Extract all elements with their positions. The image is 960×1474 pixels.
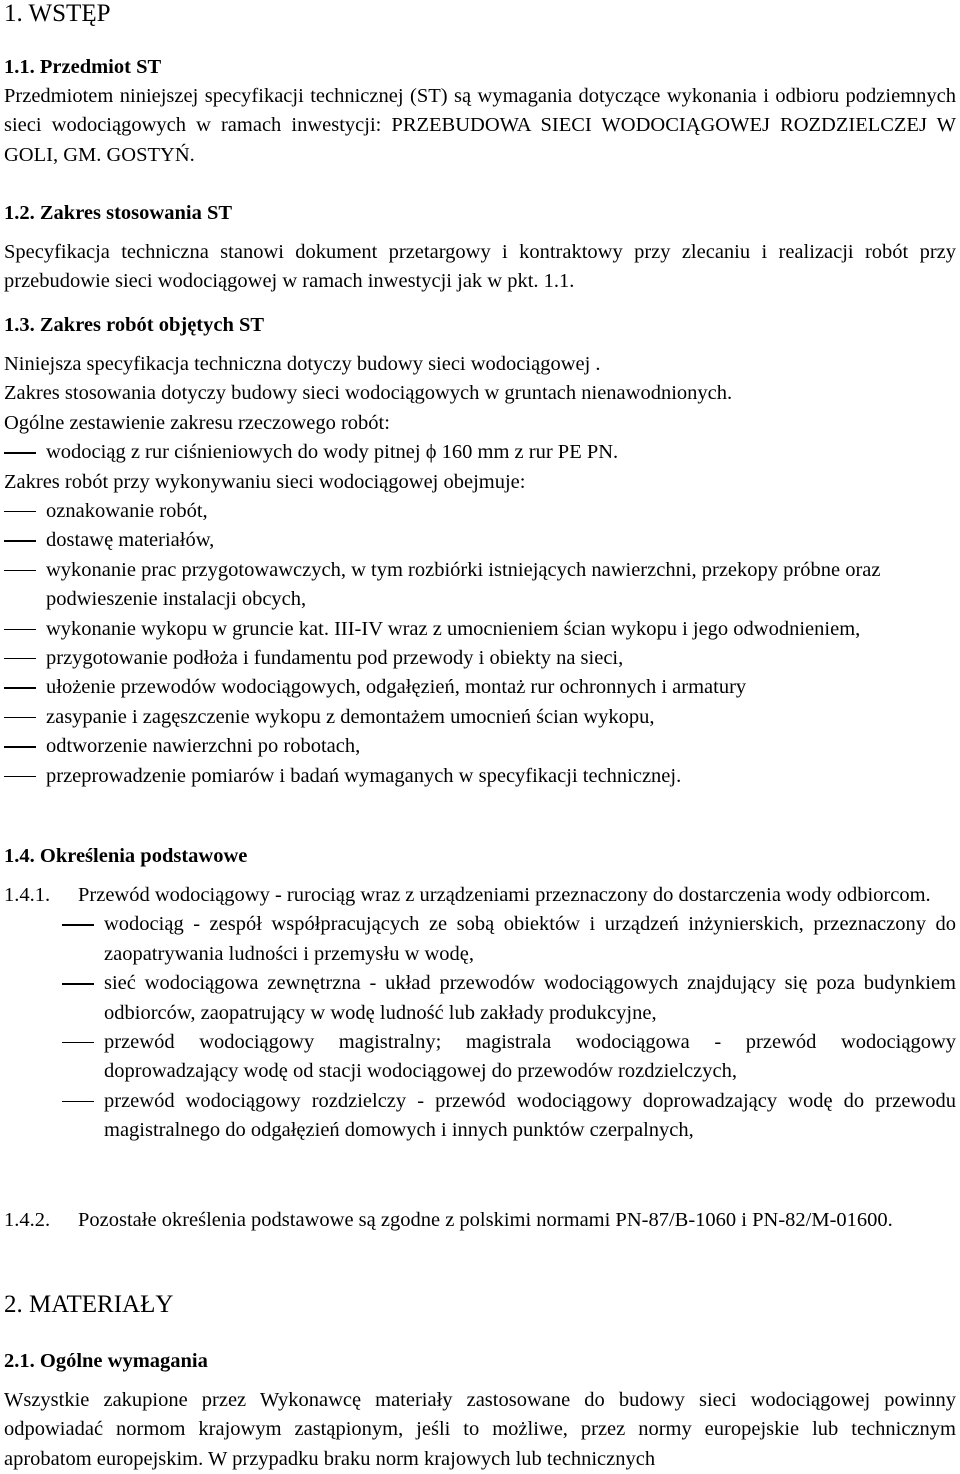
- definition-text: Przewód wodociągowy - rurociąg wraz z urządzeniami przeznaczony do dostarczenia wody odbiorcom.: [78, 884, 931, 906]
- scope-list-1: [4, 438, 956, 467]
- section-1-2-heading: 1.2. Zakres stosowania ST: [4, 202, 233, 224]
- definition-text: Pozostałe określenia podstawowe są zgodne z polskimi normami PN-87/B-1060 i PN-82/M-01600.: [78, 1209, 893, 1231]
- scope-paragraph-1: Niniejsza specyfikacja techniczna dotyczy budowy sieci wodociągowej .: [4, 353, 601, 375]
- list-item: ułożenie przewodów wodociągowych, odgałęzień, montaż rur ochronnych i armatury: [4, 673, 956, 702]
- scope-paragraph-3: Ogólne zestawienie zakresu rzeczowego robót:: [4, 411, 390, 434]
- list-item: sieć wodociągowa zewnętrzna - układ przewodów wodociągowych znajdujący się poza budynkiem odbiorców, zaopatrujący w wodę ludność lub zakłady produkcyjne,: [62, 969, 956, 1028]
- list-item: odtworzenie nawierzchni po robotach,: [4, 732, 956, 761]
- section-1-1-body: Przedmiotem niniejszej specyfikacji technicznej (ST) są wymagania dotyczące wykonania i odbioru podziemnych sieci wodociągowych w ramach inwestycji: PRZEBUDOWA SIECI WODOCIĄGOWEJ ROZDZIELCZEJ W GOLI, GM. GOSTYŃ.: [4, 85, 956, 166]
- section-1-3-heading: 1.3. Zakres robót objętych ST: [4, 314, 265, 336]
- list-item: oznakowanie robót,: [4, 497, 956, 526]
- section-1-1-heading: 1.1. Przedmiot ST: [4, 56, 162, 78]
- section-1-heading: 1. WSTĘP: [4, 0, 111, 27]
- list-item: przygotowanie podłoża i fundamentu pod przewody i obiekty na sieci,: [4, 644, 956, 673]
- list-item: przewód wodociągowy magistralny; magistrala wodociągowa - przewód wodociągowy doprowadzający wodę od stacji wodociągowej do przewodów rozdzielczych,: [62, 1028, 956, 1087]
- section-1-2-body: Specyfikacja techniczna stanowi dokument przetargowy i kontraktowy przy zlecaniu i realizacji robót przy przebudowie sieci wodociągowej w ramach inwestycji jak w pkt. 1.1.: [4, 241, 956, 293]
- list-item: wodociąg z rur ciśnieniowych do wody pitnej ϕ 160 mm z rur PE PN.: [4, 438, 956, 467]
- definition-number: 1.4.1.: [4, 884, 51, 906]
- list-item: wykonanie prac przygotowawczych, w tym rozbiórki istniejących nawierzchni, przekopy próbne oraz podwieszenie instalacji obcych,: [4, 556, 956, 615]
- section-1-4-heading: 1.4. Określenia podstawowe: [4, 845, 248, 867]
- list-item: wykonanie wykopu w gruncie kat. III-IV wraz z umocnieniem ścian wykopu i jego odwodnieniem,: [4, 615, 956, 644]
- section-1-3-content: [4, 350, 956, 791]
- scope-paragraph-4: Zakres robót przy wykonywaniu sieci wodociągowej obejmuje:: [4, 470, 526, 493]
- section-2-1-body: Wszystkie zakupione przez Wykonawcę materiały zastosowane do budowy sieci wodociągowej powinny odpowiadać normom krajowym zastąpionym, jeśli to możliwe, przez normy europejskie lub technicznym aprobatom europejskim. W przypadku braku norm krajowych lub technicznych: [4, 1389, 956, 1470]
- definition-list: [62, 910, 956, 1145]
- list-item: przeprowadzenie pomiarów i badań wymaganych w specyfikacji technicznej.: [4, 762, 956, 791]
- list-item: przewód wodociągowy rozdzielczy - przewód wodociągowy doprowadzający wodę do przewodu magistralnego do odgałęzień domowych i innych punktów czerpalnych,: [62, 1087, 956, 1146]
- list-item: dostawę materiałów,: [4, 526, 956, 555]
- section-2-1-heading: 2.1. Ogólne wymagania: [4, 1350, 208, 1372]
- list-item: wodociąg - zespół współpracujących ze sobą obiektów i urządzeń inżynierskich, przeznaczony do zaopatrywania ludności i przemysłu w wodę,: [62, 910, 956, 969]
- definition-1-4-2: [4, 1206, 956, 1235]
- section-2-heading: 2. MATERIAŁY: [4, 1291, 174, 1318]
- definition-1-4-1: [4, 881, 956, 910]
- list-item: zasypanie i zagęszczenie wykopu z demontażem umocnień ścian wykopu,: [4, 703, 956, 732]
- definitions: [4, 881, 956, 1146]
- scope-paragraph-2: Zakres stosowania dotyczy budowy sieci wodociągowych w gruntach nienawodnionych.: [4, 382, 733, 405]
- definition-number: 1.4.2.: [4, 1209, 51, 1231]
- scope-list-2: [4, 497, 956, 791]
- definition-1-4-2-block: [4, 1206, 956, 1235]
